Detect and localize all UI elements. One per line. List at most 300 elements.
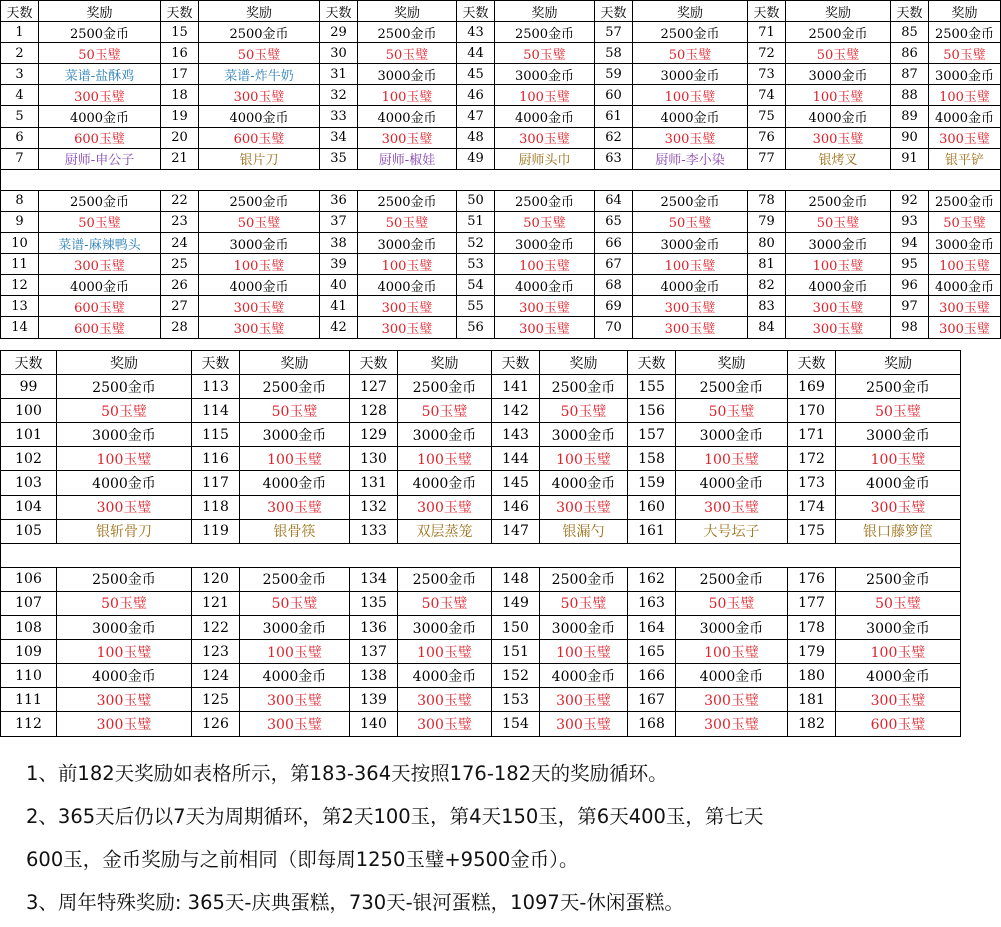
table-header-row bbox=[1, 1, 1001, 22]
reward-cell: 300玉璧 bbox=[240, 712, 350, 736]
day-cell: 140 bbox=[350, 712, 398, 736]
reward-cell: 2500金币 bbox=[836, 567, 961, 591]
reward-cell: 4000金币 bbox=[240, 471, 350, 495]
day-cell: 6 bbox=[1, 127, 39, 148]
day-cell: 161 bbox=[628, 519, 676, 543]
table-row bbox=[1, 43, 1001, 64]
day-cell: 126 bbox=[192, 712, 240, 736]
header-reward: 奖励 bbox=[398, 351, 492, 375]
reward-cell: 银片刀 bbox=[199, 148, 320, 169]
day-cell: 146 bbox=[492, 495, 540, 519]
reward-cell: 100玉璧 bbox=[633, 254, 748, 275]
reward-cell: 100玉璧 bbox=[540, 447, 628, 471]
table-row bbox=[1, 22, 1001, 43]
reward-cell: 50玉璧 bbox=[540, 399, 628, 423]
day-cell: 137 bbox=[350, 640, 398, 664]
table-row bbox=[1, 317, 1001, 338]
day-cell: 71 bbox=[748, 22, 786, 43]
day-cell: 178 bbox=[788, 616, 836, 640]
table-row bbox=[1, 64, 1001, 85]
day-cell: 34 bbox=[320, 127, 358, 148]
reward-cell: 菜谱-炸牛奶 bbox=[199, 64, 320, 85]
reward-cell: 300玉璧 bbox=[633, 127, 748, 148]
reward-cell: 2500金币 bbox=[199, 22, 320, 43]
table-row bbox=[1, 106, 1001, 127]
week-separator-row bbox=[1, 169, 1001, 190]
reward-cell: 50玉璧 bbox=[199, 43, 320, 64]
reward-cell: 300玉璧 bbox=[39, 254, 161, 275]
reward-table-days-99-182 bbox=[0, 350, 961, 737]
day-cell: 168 bbox=[628, 712, 676, 736]
reward-cell: 3000金币 bbox=[398, 616, 492, 640]
reward-cell: 100玉璧 bbox=[495, 254, 595, 275]
reward-cell: 4000金币 bbox=[57, 664, 192, 688]
day-cell: 18 bbox=[161, 85, 199, 106]
table-row bbox=[1, 591, 961, 615]
day-cell: 175 bbox=[788, 519, 836, 543]
reward-cell: 2500金币 bbox=[540, 567, 628, 591]
day-cell: 109 bbox=[1, 640, 57, 664]
day-cell: 67 bbox=[595, 254, 633, 275]
table-row bbox=[1, 616, 961, 640]
day-cell: 131 bbox=[350, 471, 398, 495]
day-cell: 157 bbox=[628, 423, 676, 447]
day-cell: 129 bbox=[350, 423, 398, 447]
day-cell: 40 bbox=[320, 275, 358, 296]
day-cell: 111 bbox=[1, 688, 57, 712]
reward-cell: 50玉璧 bbox=[836, 591, 961, 615]
day-cell: 145 bbox=[492, 471, 540, 495]
reward-cell: 300玉璧 bbox=[57, 688, 192, 712]
table-row bbox=[1, 688, 961, 712]
reward-cell: 600玉璧 bbox=[39, 317, 161, 338]
table-row bbox=[1, 664, 961, 688]
day-cell: 125 bbox=[192, 688, 240, 712]
reward-cell: 4000金币 bbox=[676, 471, 788, 495]
header-reward: 奖励 bbox=[786, 1, 891, 22]
reward-cell: 2500金币 bbox=[929, 190, 1001, 211]
header-day: 天数 bbox=[1, 1, 39, 22]
header-day: 天数 bbox=[350, 351, 398, 375]
table-row bbox=[1, 275, 1001, 296]
reward-cell: 100玉璧 bbox=[495, 85, 595, 106]
reward-cell: 300玉璧 bbox=[929, 317, 1001, 338]
day-cell: 117 bbox=[192, 471, 240, 495]
reward-cell: 300玉璧 bbox=[676, 495, 788, 519]
day-cell: 180 bbox=[788, 664, 836, 688]
reward-cell: 2500金币 bbox=[540, 375, 628, 399]
reward-cell: 100玉璧 bbox=[57, 640, 192, 664]
day-cell: 56 bbox=[457, 317, 495, 338]
header-reward: 奖励 bbox=[57, 351, 192, 375]
table-row bbox=[1, 211, 1001, 232]
day-cell: 24 bbox=[161, 233, 199, 254]
day-cell: 113 bbox=[192, 375, 240, 399]
day-cell: 13 bbox=[1, 296, 39, 317]
reward-cell: 大号坛子 bbox=[676, 519, 788, 543]
table-row bbox=[1, 233, 1001, 254]
table-row bbox=[1, 127, 1001, 148]
day-cell: 27 bbox=[161, 296, 199, 317]
table-row bbox=[1, 471, 961, 495]
table-row bbox=[1, 190, 1001, 211]
reward-cell: 4000金币 bbox=[39, 106, 161, 127]
reward-cell: 300玉璧 bbox=[676, 712, 788, 736]
day-cell: 103 bbox=[1, 471, 57, 495]
day-cell: 47 bbox=[457, 106, 495, 127]
day-cell: 21 bbox=[161, 148, 199, 169]
reward-cell: 银漏勺 bbox=[540, 519, 628, 543]
day-cell: 12 bbox=[1, 275, 39, 296]
reward-cell: 4000金币 bbox=[540, 471, 628, 495]
reward-cell: 银烤叉 bbox=[786, 148, 891, 169]
reward-cell: 3000金币 bbox=[540, 616, 628, 640]
header-reward: 奖励 bbox=[39, 1, 161, 22]
reward-cell: 50玉璧 bbox=[540, 591, 628, 615]
day-cell: 23 bbox=[161, 211, 199, 232]
reward-cell: 4000金币 bbox=[836, 664, 961, 688]
reward-cell: 600玉璧 bbox=[39, 296, 161, 317]
day-cell: 81 bbox=[748, 254, 786, 275]
header-day: 天数 bbox=[320, 1, 358, 22]
day-cell: 32 bbox=[320, 85, 358, 106]
day-cell: 61 bbox=[595, 106, 633, 127]
day-cell: 162 bbox=[628, 567, 676, 591]
reward-cell: 2500金币 bbox=[240, 567, 350, 591]
day-cell: 5 bbox=[1, 106, 39, 127]
day-cell: 166 bbox=[628, 664, 676, 688]
day-cell: 55 bbox=[457, 296, 495, 317]
reward-cell: 2500金币 bbox=[398, 567, 492, 591]
reward-cell: 100玉璧 bbox=[199, 254, 320, 275]
day-cell: 57 bbox=[595, 22, 633, 43]
reward-cell: 300玉璧 bbox=[57, 495, 192, 519]
reward-cell: 4000金币 bbox=[929, 275, 1001, 296]
reward-cell: 厨师头巾 bbox=[495, 148, 595, 169]
day-cell: 147 bbox=[492, 519, 540, 543]
day-cell: 170 bbox=[788, 399, 836, 423]
reward-cell: 银斩骨刀 bbox=[57, 519, 192, 543]
reward-cell: 4000金币 bbox=[39, 275, 161, 296]
reward-cell: 50玉璧 bbox=[495, 43, 595, 64]
reward-cell: 3000金币 bbox=[836, 616, 961, 640]
day-cell: 159 bbox=[628, 471, 676, 495]
day-cell: 16 bbox=[161, 43, 199, 64]
day-cell: 59 bbox=[595, 64, 633, 85]
day-cell: 114 bbox=[192, 399, 240, 423]
reward-cell: 100玉璧 bbox=[786, 254, 891, 275]
reward-cell: 2500金币 bbox=[836, 375, 961, 399]
reward-cell: 4000金币 bbox=[633, 106, 748, 127]
day-cell: 130 bbox=[350, 447, 398, 471]
reward-cell: 300玉璧 bbox=[786, 317, 891, 338]
reward-notes bbox=[26, 752, 951, 924]
reward-cell: 50玉璧 bbox=[240, 591, 350, 615]
reward-cell: 600玉璧 bbox=[199, 127, 320, 148]
day-cell: 29 bbox=[320, 22, 358, 43]
reward-cell: 2500金币 bbox=[39, 190, 161, 211]
reward-cell: 100玉璧 bbox=[358, 254, 457, 275]
reward-cell: 100玉璧 bbox=[540, 640, 628, 664]
reward-cell: 3000金币 bbox=[676, 423, 788, 447]
day-cell: 148 bbox=[492, 567, 540, 591]
day-cell: 17 bbox=[161, 64, 199, 85]
day-cell: 98 bbox=[891, 317, 929, 338]
table-row bbox=[1, 423, 961, 447]
reward-cell: 300玉璧 bbox=[199, 317, 320, 338]
day-cell: 87 bbox=[891, 64, 929, 85]
day-cell: 36 bbox=[320, 190, 358, 211]
day-cell: 176 bbox=[788, 567, 836, 591]
reward-cell: 300玉璧 bbox=[495, 296, 595, 317]
reward-cell: 菜谱-麻辣鸭头 bbox=[39, 233, 161, 254]
day-cell: 63 bbox=[595, 148, 633, 169]
reward-cell: 2500金币 bbox=[39, 22, 161, 43]
day-cell: 123 bbox=[192, 640, 240, 664]
reward-cell: 50玉璧 bbox=[676, 591, 788, 615]
day-cell: 89 bbox=[891, 106, 929, 127]
day-cell: 124 bbox=[192, 664, 240, 688]
day-cell: 10 bbox=[1, 233, 39, 254]
reward-cell: 50玉璧 bbox=[633, 211, 748, 232]
reward-cell: 50玉璧 bbox=[57, 399, 192, 423]
reward-cell: 4000金币 bbox=[199, 106, 320, 127]
day-cell: 97 bbox=[891, 296, 929, 317]
header-day: 天数 bbox=[492, 351, 540, 375]
reward-cell: 2500金币 bbox=[199, 190, 320, 211]
day-cell: 22 bbox=[161, 190, 199, 211]
reward-cell: 300玉璧 bbox=[199, 85, 320, 106]
day-cell: 112 bbox=[1, 712, 57, 736]
day-cell: 179 bbox=[788, 640, 836, 664]
reward-cell: 4000金币 bbox=[57, 471, 192, 495]
reward-cell: 3000金币 bbox=[633, 233, 748, 254]
reward-cell: 厨师-李小染 bbox=[633, 148, 748, 169]
day-cell: 42 bbox=[320, 317, 358, 338]
reward-cell: 300玉璧 bbox=[495, 127, 595, 148]
reward-cell: 3000金币 bbox=[786, 233, 891, 254]
day-cell: 28 bbox=[161, 317, 199, 338]
reward-cell: 50玉璧 bbox=[633, 43, 748, 64]
reward-cell: 2500金币 bbox=[676, 375, 788, 399]
reward-cell: 厨师-椒娃 bbox=[358, 148, 457, 169]
reward-cell: 双层蒸笼 bbox=[398, 519, 492, 543]
table-row bbox=[1, 85, 1001, 106]
table-row bbox=[1, 399, 961, 423]
day-cell: 172 bbox=[788, 447, 836, 471]
header-day: 天数 bbox=[1, 351, 57, 375]
reward-cell: 银骨筷 bbox=[240, 519, 350, 543]
reward-cell: 50玉璧 bbox=[240, 399, 350, 423]
note-2: 2、365天后仍以7天为周期循环，第2天100玉，第4天150玉，第6天400玉，第七天 bbox=[26, 805, 764, 828]
reward-cell: 50玉璧 bbox=[786, 43, 891, 64]
note-1: 1、前182天奖励如表格所示，第183-364天按照176-182天的奖励循环。 bbox=[26, 762, 668, 785]
reward-cell: 300玉璧 bbox=[676, 688, 788, 712]
reward-cell: 3000金币 bbox=[57, 423, 192, 447]
day-cell: 169 bbox=[788, 375, 836, 399]
day-cell: 53 bbox=[457, 254, 495, 275]
day-cell: 45 bbox=[457, 64, 495, 85]
reward-cell: 300玉璧 bbox=[929, 296, 1001, 317]
day-cell: 95 bbox=[891, 254, 929, 275]
day-cell: 167 bbox=[628, 688, 676, 712]
day-cell: 143 bbox=[492, 423, 540, 447]
reward-cell: 4000金币 bbox=[240, 664, 350, 688]
day-cell: 11 bbox=[1, 254, 39, 275]
reward-cell: 4000金币 bbox=[495, 106, 595, 127]
reward-cell: 2500金币 bbox=[786, 22, 891, 43]
day-cell: 69 bbox=[595, 296, 633, 317]
table-row bbox=[1, 712, 961, 736]
day-cell: 127 bbox=[350, 375, 398, 399]
day-cell: 43 bbox=[457, 22, 495, 43]
day-cell: 177 bbox=[788, 591, 836, 615]
day-cell: 132 bbox=[350, 495, 398, 519]
day-cell: 52 bbox=[457, 233, 495, 254]
reward-cell: 菜谱-盐酥鸡 bbox=[39, 64, 161, 85]
reward-cell: 3000金币 bbox=[540, 423, 628, 447]
day-cell: 77 bbox=[748, 148, 786, 169]
day-cell: 44 bbox=[457, 43, 495, 64]
day-cell: 142 bbox=[492, 399, 540, 423]
day-cell: 106 bbox=[1, 567, 57, 591]
reward-cell: 2500金币 bbox=[358, 190, 457, 211]
day-cell: 96 bbox=[891, 275, 929, 296]
reward-cell: 300玉璧 bbox=[540, 688, 628, 712]
day-cell: 58 bbox=[595, 43, 633, 64]
reward-cell: 100玉璧 bbox=[240, 640, 350, 664]
day-cell: 60 bbox=[595, 85, 633, 106]
table-header-row bbox=[1, 351, 961, 375]
reward-cell: 4000金币 bbox=[786, 106, 891, 127]
reward-cell: 50玉璧 bbox=[398, 591, 492, 615]
reward-cell: 2500金币 bbox=[786, 190, 891, 211]
reward-cell: 50玉璧 bbox=[39, 43, 161, 64]
reward-cell: 2500金币 bbox=[676, 567, 788, 591]
reward-cell: 3000金币 bbox=[495, 233, 595, 254]
reward-cell: 50玉璧 bbox=[57, 591, 192, 615]
day-cell: 144 bbox=[492, 447, 540, 471]
note-3: 3、周年特殊奖励: 365天-庆典蛋糕，730天-银河蛋糕，1097天-休闲蛋糕。 bbox=[26, 891, 684, 914]
day-cell: 46 bbox=[457, 85, 495, 106]
day-cell: 85 bbox=[891, 22, 929, 43]
day-cell: 48 bbox=[457, 127, 495, 148]
day-cell: 120 bbox=[192, 567, 240, 591]
reward-cell: 3000金币 bbox=[358, 233, 457, 254]
reward-cell: 3000金币 bbox=[240, 616, 350, 640]
day-cell: 153 bbox=[492, 688, 540, 712]
day-cell: 102 bbox=[1, 447, 57, 471]
reward-cell: 2500金币 bbox=[398, 375, 492, 399]
table-row bbox=[1, 447, 961, 471]
day-cell: 105 bbox=[1, 519, 57, 543]
reward-cell: 4000金币 bbox=[358, 275, 457, 296]
day-cell: 83 bbox=[748, 296, 786, 317]
day-cell: 74 bbox=[748, 85, 786, 106]
day-cell: 110 bbox=[1, 664, 57, 688]
header-day: 天数 bbox=[595, 1, 633, 22]
reward-cell: 100玉璧 bbox=[398, 640, 492, 664]
reward-cell: 3000金币 bbox=[358, 64, 457, 85]
day-cell: 155 bbox=[628, 375, 676, 399]
header-day: 天数 bbox=[192, 351, 240, 375]
reward-cell: 600玉璧 bbox=[39, 127, 161, 148]
day-cell: 79 bbox=[748, 211, 786, 232]
header-reward: 奖励 bbox=[676, 351, 788, 375]
reward-cell: 4000金币 bbox=[786, 275, 891, 296]
reward-cell: 50玉璧 bbox=[358, 211, 457, 232]
table-row bbox=[1, 567, 961, 591]
reward-cell: 厨师-申公子 bbox=[39, 148, 161, 169]
day-cell: 119 bbox=[192, 519, 240, 543]
day-cell: 20 bbox=[161, 127, 199, 148]
reward-cell: 3000金币 bbox=[786, 64, 891, 85]
day-cell: 90 bbox=[891, 127, 929, 148]
header-reward: 奖励 bbox=[929, 1, 1001, 22]
day-cell: 38 bbox=[320, 233, 358, 254]
day-cell: 1 bbox=[1, 22, 39, 43]
day-cell: 82 bbox=[748, 275, 786, 296]
reward-cell: 300玉璧 bbox=[358, 296, 457, 317]
day-cell: 86 bbox=[891, 43, 929, 64]
day-cell: 70 bbox=[595, 317, 633, 338]
day-cell: 2 bbox=[1, 43, 39, 64]
reward-cell: 2500金币 bbox=[495, 22, 595, 43]
day-cell: 72 bbox=[748, 43, 786, 64]
reward-cell: 300玉璧 bbox=[495, 317, 595, 338]
day-cell: 91 bbox=[891, 148, 929, 169]
reward-cell: 3000金币 bbox=[676, 616, 788, 640]
day-cell: 149 bbox=[492, 591, 540, 615]
reward-cell: 300玉璧 bbox=[836, 688, 961, 712]
day-cell: 76 bbox=[748, 127, 786, 148]
header-reward: 奖励 bbox=[495, 1, 595, 22]
reward-cell: 2500金币 bbox=[240, 375, 350, 399]
reward-cell: 300玉璧 bbox=[57, 712, 192, 736]
day-cell: 35 bbox=[320, 148, 358, 169]
reward-cell: 50玉璧 bbox=[495, 211, 595, 232]
reward-cell: 50玉璧 bbox=[398, 399, 492, 423]
day-cell: 138 bbox=[350, 664, 398, 688]
day-cell: 62 bbox=[595, 127, 633, 148]
header-reward: 奖励 bbox=[836, 351, 961, 375]
reward-cell: 4000金币 bbox=[633, 275, 748, 296]
day-cell: 134 bbox=[350, 567, 398, 591]
day-cell: 154 bbox=[492, 712, 540, 736]
reward-cell: 300玉璧 bbox=[240, 495, 350, 519]
reward-cell: 2500金币 bbox=[495, 190, 595, 211]
header-day: 天数 bbox=[748, 1, 786, 22]
reward-cell: 3000金币 bbox=[495, 64, 595, 85]
reward-cell: 300玉璧 bbox=[633, 296, 748, 317]
day-cell: 26 bbox=[161, 275, 199, 296]
reward-cell: 2500金币 bbox=[57, 567, 192, 591]
day-cell: 122 bbox=[192, 616, 240, 640]
reward-cell: 300玉璧 bbox=[786, 296, 891, 317]
header-day: 天数 bbox=[628, 351, 676, 375]
reward-cell: 300玉璧 bbox=[836, 495, 961, 519]
day-cell: 174 bbox=[788, 495, 836, 519]
reward-cell: 50玉璧 bbox=[676, 399, 788, 423]
reward-table-days-1-98 bbox=[0, 0, 1001, 339]
reward-cell: 300玉璧 bbox=[39, 85, 161, 106]
day-cell: 92 bbox=[891, 190, 929, 211]
day-cell: 54 bbox=[457, 275, 495, 296]
day-cell: 171 bbox=[788, 423, 836, 447]
day-cell: 158 bbox=[628, 447, 676, 471]
reward-cell: 银平铲 bbox=[929, 148, 1001, 169]
reward-cell: 50玉璧 bbox=[929, 211, 1001, 232]
